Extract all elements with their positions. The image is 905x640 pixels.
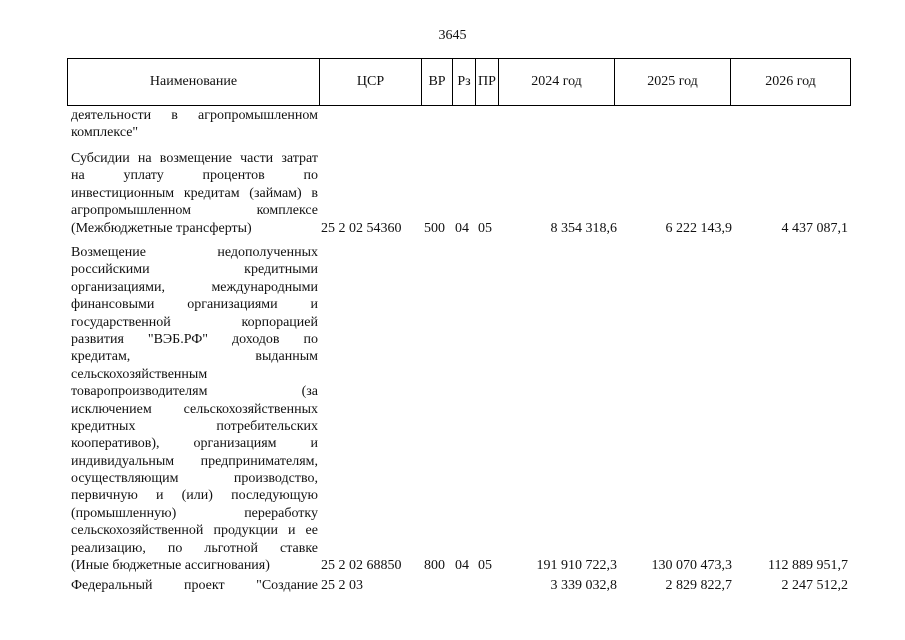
name-line: сельскохозяйственной продукции и ее	[71, 523, 318, 539]
name-line: организациями, международными	[71, 279, 318, 295]
name-line: российскими кредитными	[71, 262, 318, 278]
name-line: (промышленную) переработку	[71, 505, 318, 521]
name-line: исключением сельскохозяйственных	[71, 401, 318, 417]
row-pr: 05	[478, 220, 492, 236]
row-2026: 2 247 512,2	[781, 578, 848, 593]
row-rz: 04	[455, 558, 469, 574]
header-pr: ПР	[476, 59, 499, 106]
name-line: сельскохозяйственным	[71, 366, 208, 382]
name-line: (Иные бюджетные ассигнования)	[71, 558, 270, 574]
header-csr: ЦСР	[320, 59, 422, 106]
header-rz: Рз	[453, 59, 476, 106]
header-2024: 2024 год	[499, 59, 615, 106]
row-rz: 04	[455, 220, 469, 236]
name-line: кредитных потребительских	[71, 418, 318, 434]
name-line: деятельности в агропромышленном	[71, 108, 318, 123]
row-vr: 800	[424, 558, 445, 574]
name-line: товаропроизводителям (за	[71, 384, 318, 400]
row-2026: 112 889 951,7	[768, 558, 848, 574]
row-pr: 05	[478, 558, 492, 574]
name-line: (Межбюджетные трансферты)	[71, 220, 252, 236]
name-line: комплексе"	[71, 125, 139, 141]
row-csr: 25 2 02 54360	[321, 220, 402, 236]
name-line: индивидуальным предпринимателям,	[71, 453, 318, 469]
table-row-name	[71, 244, 318, 574]
row-2025: 6 222 143,9	[665, 220, 732, 236]
name-line: Субсидии на возмещение части затрат	[71, 151, 318, 166]
row-2025: 130 070 473,3	[651, 558, 732, 574]
name-line: первичную и (или) последующую	[71, 488, 318, 504]
header-name: Наименование	[68, 59, 320, 106]
name-line: Возмещение недополученных	[71, 245, 318, 260]
table-row-name	[71, 577, 318, 594]
name-line: развития "ВЭБ.РФ" доходов по	[71, 331, 318, 347]
header-2026: 2026 год	[731, 59, 851, 106]
name-line: государственной корпорацией	[71, 314, 318, 330]
row-vr: 500	[424, 220, 445, 236]
name-line: на уплату процентов по	[71, 168, 318, 184]
table-row-name	[71, 150, 318, 237]
row-2025: 2 829 822,7	[665, 578, 732, 593]
name-line: агропромышленном комплексе	[71, 203, 318, 219]
row-2024: 8 354 318,6	[550, 220, 617, 236]
row-2024: 191 910 722,3	[536, 558, 617, 574]
row-csr: 25 2 02 68850	[321, 558, 402, 574]
header-2025: 2025 год	[615, 59, 731, 106]
header-vr: ВР	[422, 59, 453, 106]
row-csr: 25 2 03	[321, 578, 363, 593]
name-line: финансовыми организациями и	[71, 297, 318, 313]
row-2026: 4 437 087,1	[781, 220, 848, 236]
name-line: инвестиционным кредитам (займам) в	[71, 185, 318, 201]
row-2024: 3 339 032,8	[550, 578, 617, 593]
name-line: реализацию, по льготной ставке	[71, 540, 318, 556]
table-row-name	[71, 107, 318, 142]
name-line: Федеральный проект "Создание	[71, 578, 318, 593]
name-line: осуществляющим производство,	[71, 471, 318, 487]
page-number: 3645	[438, 28, 467, 43]
name-line: кооперативов), организациям и	[71, 436, 318, 452]
name-line: кредитам, выданным	[71, 349, 318, 365]
